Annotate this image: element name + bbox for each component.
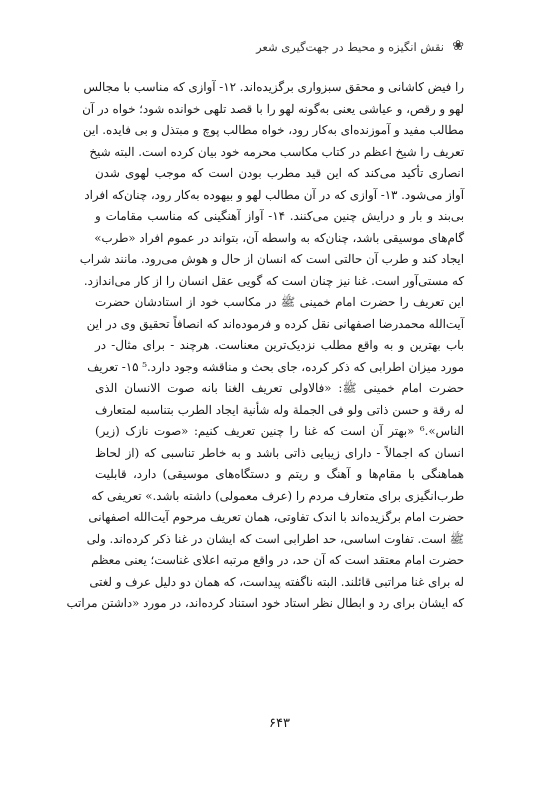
text-line: حضرت امام خمینی ﷺ: «فالاولی تعریف الغنا بانه صوت الانسان الذی	[95, 381, 464, 395]
text-line: طرب‌انگیزی برای متعارف مردم را (عرف معمولی) داشته باشد.» تعریفی که	[91, 488, 464, 503]
text-line: گام‌های موسیقی باشد، چنان‌که به واسطه آن، بتواند در عموم افراد «طرب»	[94, 230, 464, 245]
text-line: این تعریف را حضرت امام خمینی ﷺ در مکاسب خود از استادشان حضرت	[95, 295, 464, 309]
text-line: مورد میزان اطرابی که ذکر کرده، جای بحث و مناقشه وجود دارد.⁵ ۱۵- تعریف	[87, 359, 464, 374]
text-line: ایجاد کند و طرب آن حالتی است که انسان از حال و هوش می‌رود. مانند شراب	[79, 252, 464, 266]
header-title: نقش انگیزه و محیط در جهت‌گیری شعر	[256, 40, 444, 54]
paragraph-1	[79, 77, 464, 292]
text-line: مطالب مفید و آموزنده‌ای به‌کار رود، خواه مطالب پوچ و مبتذل و بی فایده. این	[82, 123, 464, 137]
body-text	[66, 77, 464, 615]
text-line: ﷺ است. تفاوت اساسی، حد اطرابی است که ایشان در غنا ذکر کرده‌اند. ولی	[86, 531, 464, 546]
text-line: لهو و رقص، و عیاشی یعنی به‌گونه لهو را با قصد تلهی خوانده شود؛ خواه در آن	[82, 101, 464, 116]
text-line: که مستی‌آور است. غنا نیز چنان است که گویی عقل انسان را از کار می‌اندازد.	[83, 273, 464, 288]
text-line: آواز می‌شود. ۱۳- آوازی که در آن مطالب لهو و بیهوده به‌کار رود، چنان‌که افراد	[84, 187, 464, 202]
text-line: له برای غنا مراتبی قائلند. البته ناگفته پیداست، که همان دو دلیل عرف و لغتی	[89, 574, 464, 589]
header-ornament: ❀	[452, 38, 464, 54]
paragraph-2	[66, 292, 464, 615]
text-line: تعریف را شیخ اعظم در کتاب مکاسب محرمه خود بیان کرده است. البته شیخ	[89, 144, 464, 159]
text-line: که ایشان برای رد و ابطال نظر استاد خود استناد کرده‌اند، در مورد «داشتن مراتب	[66, 596, 464, 610]
text-line: له رقة و حسن ذاتی ولو فی الجملة وله شأنیة ایجاد الطرب بتناسبه لمتعارف	[95, 402, 464, 417]
text-line: انصاری تأکید می‌کند که این قید مطرب بودن است که موجب لهوی شدن	[95, 166, 464, 180]
text-line: باب بهترین و به واقع مطلب نزدیک‌ترین معناست. هرچند - برای مثال- در	[95, 338, 464, 352]
text-line: هماهنگی با مقام‌ها و آهنگ و ریتم و دستگاه‌های موسیقی) دارد، قابلیت	[95, 467, 464, 481]
text-line: آیت‌الله محمدرضا اصفهانی نقل کرده و فرموده‌اند که انصافاً تحقیق وی در این	[86, 316, 464, 331]
text-line: را فیض کاشانی و محقق سبزواری برگزیده‌اند. ۱۲- آوازی که مناسب با مجالس	[83, 80, 464, 94]
text-line: بی‌بند و بار و درایش چنین می‌کنند. ۱۴- آواز آهنگینی که مناسب مقامات و	[95, 209, 464, 223]
page-number: ۶۴۳	[269, 716, 290, 731]
running-header	[95, 38, 464, 58]
text-line: حضرت امام برگزیده‌اند با اندک تفاوتی، همان تعریف مرحوم آیت‌الله اصفهانی	[88, 510, 464, 524]
text-line: الناس».⁶ «بهتر آن است که غنا را چنین تعریف کنیم: «صوت نازک (زیر)	[95, 424, 464, 438]
text-line: حضرت امام معتقد است که آن حد، در واقع مرتبه اعلای غناست؛ یعنی معظم	[91, 553, 464, 567]
text-line: انسان که اجمالاً - دارای زیبایی ذاتی باشد و به خاطر تناسبی که (از لحاظ	[95, 445, 464, 460]
